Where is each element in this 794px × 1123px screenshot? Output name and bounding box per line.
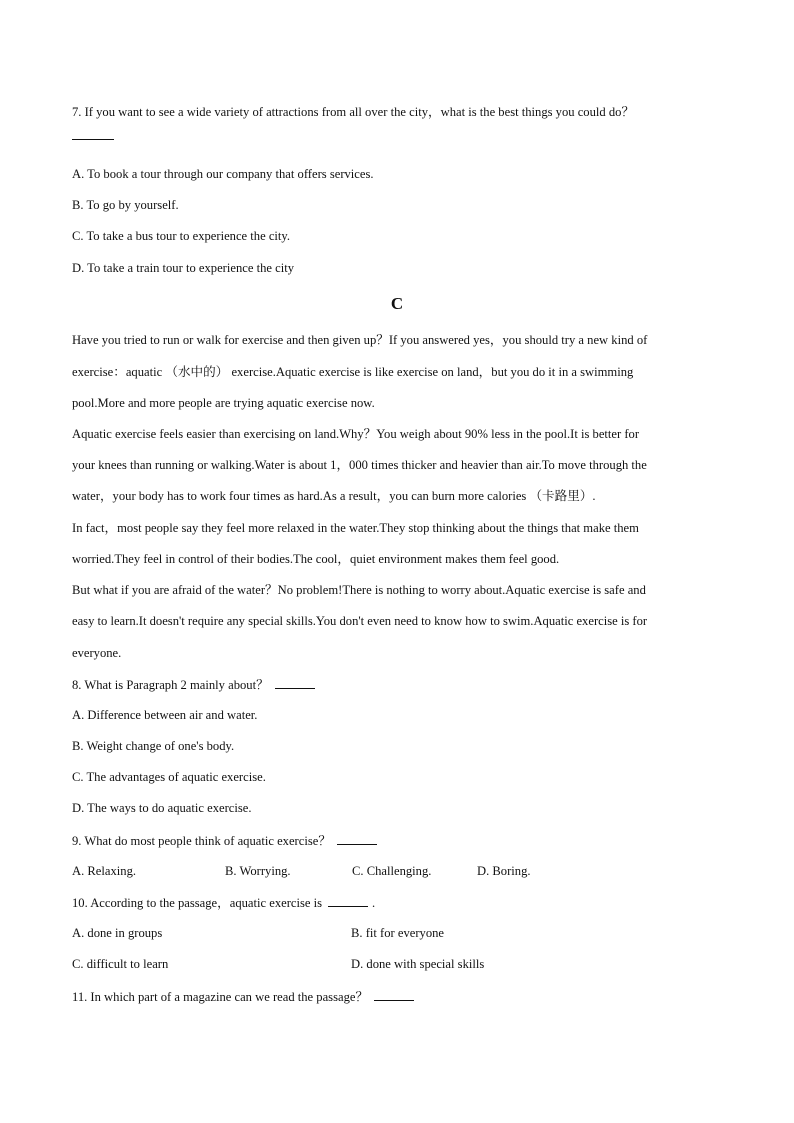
q10-stem-row bbox=[72, 894, 375, 911]
q11-stem-row bbox=[72, 988, 414, 1005]
q10-option-d: D. done with special skills bbox=[351, 957, 485, 971]
passage-line: easy to learn.It doesn't require any special skills.You don't even need to know how to swim.Aquatic exercise is for bbox=[72, 614, 648, 628]
passage-line: Aquatic exercise feels easier than exercising on land.Why？You weigh about 90% less in the pool.It is better for bbox=[72, 427, 640, 441]
q7-answer-blank bbox=[72, 139, 114, 140]
q9-answer-blank bbox=[337, 832, 377, 845]
q11-answer-blank bbox=[374, 988, 414, 1001]
q10-stem-end: . bbox=[372, 896, 376, 910]
q8-answer-blank bbox=[275, 676, 315, 689]
q9-stem: 9. What do most people think of aquatic exercise？ bbox=[72, 834, 331, 848]
q11-stem: 11. In which part of a magazine can we read the passage？ bbox=[72, 990, 369, 1004]
passage-line: water，your body has to work four times as hard.As a result，you can burn more calories （卡路里）. bbox=[72, 489, 596, 503]
q8-stem-row bbox=[72, 676, 315, 693]
q8-option-d: D. The ways to do aquatic exercise. bbox=[72, 801, 252, 815]
passage-line: In fact，most people say they feel more relaxed in the water.They stop thinking about the things that make them bbox=[72, 521, 639, 535]
q9-option-b: B. Worrying. bbox=[225, 864, 291, 878]
q7-option-d: D. To take a train tour to experience the city bbox=[72, 261, 294, 275]
q10-option-c: C. difficult to learn bbox=[72, 957, 169, 971]
q10-answer-blank bbox=[328, 894, 368, 907]
passage-line: exercise：aquatic （水中的） exercise.Aquatic exercise is like exercise on land，but you do it in a swimming bbox=[72, 365, 634, 379]
q8-stem: 8. What is Paragraph 2 mainly about？ bbox=[72, 678, 269, 692]
passage-line: everyone. bbox=[72, 646, 122, 660]
q10-stem: 10. According to the passage，aquatic exercise is bbox=[72, 896, 323, 910]
q9-stem-row bbox=[72, 832, 377, 849]
q10-option-a: A. done in groups bbox=[72, 926, 163, 940]
passage-line: worried.They feel in control of their bodies.The cool，quiet environment makes them feel good. bbox=[72, 552, 560, 566]
q7-option-a: A. To book a tour through our company that offers services. bbox=[72, 167, 374, 181]
q8-option-b: B. Weight change of one's body. bbox=[72, 739, 235, 753]
passage-line: Have you tried to run or walk for exercise and then given up？If you answered yes，you should try a new kind of bbox=[72, 333, 648, 347]
q9-option-a: A. Relaxing. bbox=[72, 864, 137, 878]
q7-option-c: C. To take a bus tour to experience the city. bbox=[72, 229, 291, 243]
passage-line: pool.More and more people are trying aquatic exercise now. bbox=[72, 396, 375, 410]
section-title: C bbox=[390, 294, 404, 313]
q9-option-d: D. Boring. bbox=[477, 864, 531, 878]
q7-stem: 7. If you want to see a wide variety of attractions from all over the city，what is the best things you could do？ bbox=[72, 105, 635, 119]
q9-option-c: C. Challenging. bbox=[352, 864, 432, 878]
q8-option-c: C. The advantages of aquatic exercise. bbox=[72, 770, 266, 784]
passage-line: But what if you are afraid of the water？No problem!There is nothing to worry about.Aquatic exercise is safe and bbox=[72, 583, 646, 597]
q7-option-b: B. To go by yourself. bbox=[72, 198, 179, 212]
q10-option-b: B. fit for everyone bbox=[351, 926, 445, 940]
passage-line: your knees than running or walking.Water is about 1，000 times thicker and heavier than air.To move through the bbox=[72, 458, 647, 472]
q8-option-a: A. Difference between air and water. bbox=[72, 708, 258, 722]
